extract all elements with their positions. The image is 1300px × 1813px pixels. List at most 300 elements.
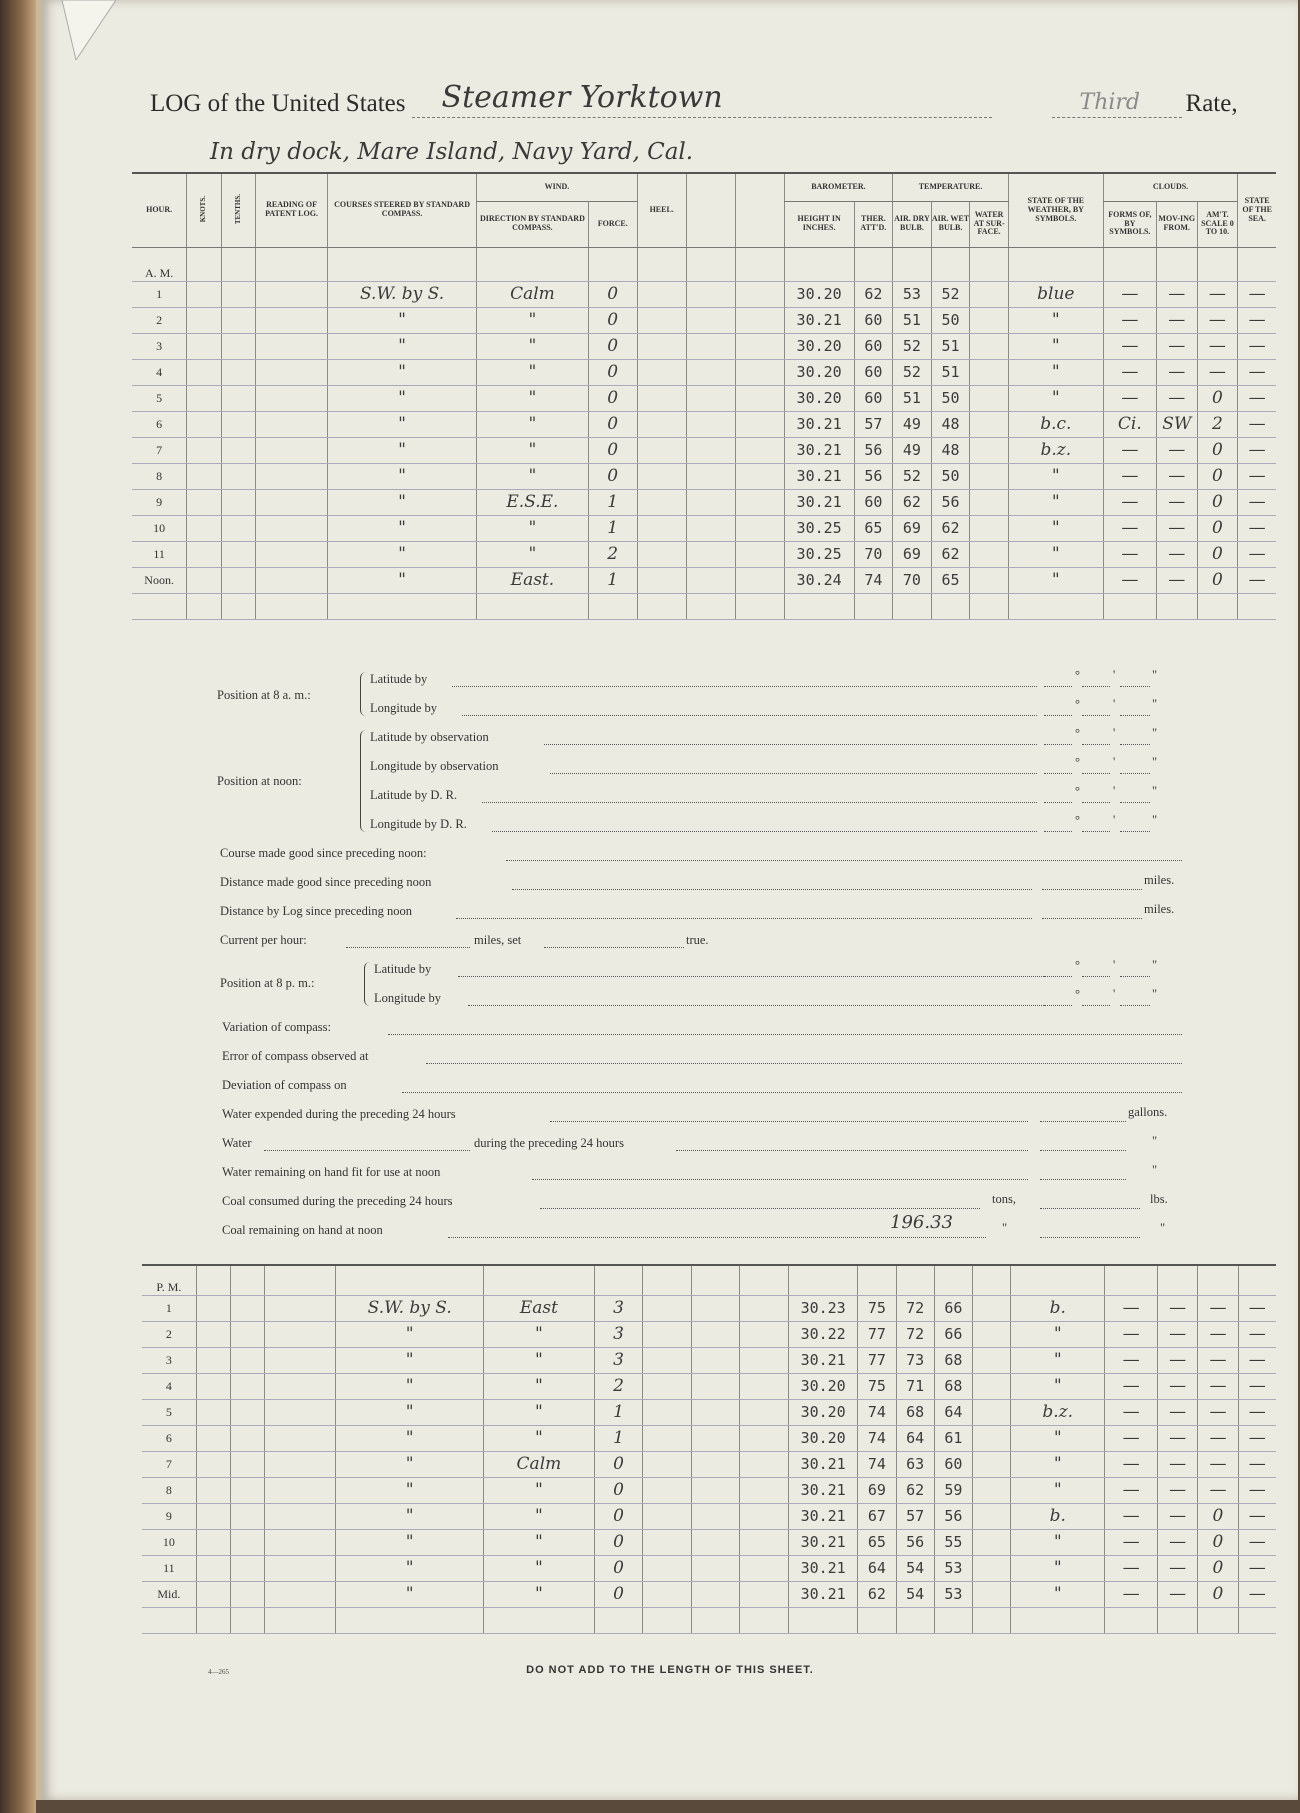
cloud-amount-cell: — <box>1198 1295 1238 1321</box>
knots-cell <box>196 1425 230 1451</box>
tenths-cell <box>221 437 255 463</box>
patent-log-cell <box>264 1373 335 1399</box>
tenths-cell <box>230 1529 264 1555</box>
fill-line <box>1120 773 1150 774</box>
cloud-moving-cell: — <box>1157 1529 1197 1555</box>
cloud-forms-cell: — <box>1103 307 1156 333</box>
blank-a-cell <box>686 307 735 333</box>
log-row <box>142 1503 1276 1529</box>
water-surface-cell <box>970 281 1009 307</box>
water-surface-header: WATER AT SUR-FACE. <box>970 201 1009 247</box>
tenths-cell <box>230 1347 264 1373</box>
blank-b-cell <box>735 541 784 567</box>
hour-cell: 10 <box>142 1529 196 1555</box>
weather-cell: " <box>1008 333 1103 359</box>
cloud-moving-cell: — <box>1156 333 1197 359</box>
tenths-cell <box>230 1503 264 1529</box>
heel-cell <box>637 385 686 411</box>
fill-line <box>1082 686 1110 687</box>
wind-direction-header: DIRECTION BY STANDARD COMPASS. <box>477 201 589 247</box>
patent-log-cell <box>256 515 328 541</box>
blank-b-cell <box>740 1477 789 1503</box>
patent-log-cell <box>256 567 328 593</box>
patent-log-cell <box>264 1295 335 1321</box>
sea-cell: — <box>1238 411 1276 437</box>
blank-a-cell <box>691 1321 740 1347</box>
ditto-mark-2: " <box>1152 1163 1158 1177</box>
sea-cell: — <box>1238 541 1276 567</box>
tenths-header: TENTHS. <box>233 193 242 224</box>
wind-force-cell: 0 <box>588 359 637 385</box>
cloud-moving-cell: — <box>1156 541 1197 567</box>
course-cell: " <box>336 1503 484 1529</box>
cloud-amount-cell: 0 <box>1197 515 1238 541</box>
cloud-moving-cell: — <box>1156 567 1197 593</box>
fill-line <box>426 1063 1182 1064</box>
heel-cell <box>643 1295 692 1321</box>
air-dry-cell: 54 <box>896 1581 934 1607</box>
wind-direction-cell: " <box>484 1321 595 1347</box>
heel-cell <box>643 1347 692 1373</box>
fill-line <box>1044 773 1072 774</box>
fill-line <box>1082 773 1110 774</box>
blank-b-cell <box>735 437 784 463</box>
patent-log-cell <box>264 1477 335 1503</box>
hour-cell: 11 <box>132 541 187 567</box>
baro-height-cell: 30.21 <box>784 489 854 515</box>
air-wet-cell: 62 <box>931 541 970 567</box>
blank-b-cell <box>735 567 784 593</box>
knots-cell <box>196 1503 230 1529</box>
minute-mark: ' <box>1113 958 1116 972</box>
wind-direction-cell: " <box>484 1425 595 1451</box>
knots-cell <box>196 1529 230 1555</box>
cloud-forms-cell: — <box>1105 1321 1158 1347</box>
wind-force-cell: 2 <box>588 541 637 567</box>
log-row <box>132 281 1276 307</box>
heel-cell <box>643 1503 692 1529</box>
air-dry-cell: 62 <box>896 1477 934 1503</box>
baro-height-cell: 30.21 <box>789 1581 858 1607</box>
wind-direction-cell: " <box>477 333 589 359</box>
latitude-by-label: Latitude by <box>370 672 428 686</box>
heel-cell <box>643 1321 692 1347</box>
wind-direction-cell: " <box>477 307 589 333</box>
heel-cell <box>637 515 686 541</box>
course-cell: " <box>328 307 477 333</box>
cloud-moving-cell: — <box>1156 463 1197 489</box>
wind-direction-cell: " <box>484 1581 595 1607</box>
knots-cell <box>196 1477 230 1503</box>
miles-label-1: miles. <box>1144 873 1175 887</box>
wind-force-cell: 0 <box>594 1555 643 1581</box>
tenths-cell <box>230 1451 264 1477</box>
wind-direction-cell: " <box>477 463 589 489</box>
hour-cell: 3 <box>142 1347 196 1373</box>
sea-cell: — <box>1238 437 1276 463</box>
heel-cell <box>643 1581 692 1607</box>
weather-cell: " <box>1011 1477 1105 1503</box>
water-surface-cell <box>972 1503 1010 1529</box>
sea-cell: — <box>1238 1503 1276 1529</box>
cloud-forms-cell: — <box>1103 333 1156 359</box>
course-cell: " <box>336 1451 484 1477</box>
log-row <box>132 411 1276 437</box>
heel-cell <box>637 333 686 359</box>
water-remaining-label: Water remaining on hand fit for use at noon <box>222 1165 441 1179</box>
second-mark: " <box>1152 755 1158 769</box>
log-row <box>142 1477 1276 1503</box>
hour-cell: 1 <box>132 281 187 307</box>
wind-force-cell: 0 <box>588 437 637 463</box>
cloud-moving-cell: — <box>1157 1581 1197 1607</box>
air-wet-cell: 65 <box>931 567 970 593</box>
air-dry-cell: 51 <box>893 385 932 411</box>
log-row <box>142 1425 1276 1451</box>
fill-line <box>1044 802 1072 803</box>
tenths-cell <box>230 1399 264 1425</box>
air-dry-cell: 52 <box>893 333 932 359</box>
blank-a-cell <box>686 281 735 307</box>
sea-cell: — <box>1238 1425 1276 1451</box>
cloud-forms-cell: — <box>1103 567 1156 593</box>
air-dry-cell: 51 <box>893 307 932 333</box>
fill-line <box>676 1150 1028 1151</box>
gallons-label: gallons. <box>1128 1105 1168 1119</box>
baro-height-cell: 30.21 <box>789 1451 858 1477</box>
cloud-moving-cell: — <box>1156 281 1197 307</box>
hour-cell: 8 <box>142 1477 196 1503</box>
weather-cell: " <box>1011 1373 1105 1399</box>
air-wet-cell: 68 <box>934 1373 972 1399</box>
knots-cell <box>187 307 221 333</box>
blank-a-cell <box>686 385 735 411</box>
clouds-header: CLOUDS. <box>1103 173 1237 201</box>
cloud-forms-cell: — <box>1103 385 1156 411</box>
log-row <box>132 515 1276 541</box>
degree-mark: ° <box>1075 755 1080 769</box>
water-surface-cell <box>972 1451 1010 1477</box>
cloud-moving-cell: — <box>1157 1451 1197 1477</box>
blank-b-cell <box>740 1321 789 1347</box>
wind-header: WIND. <box>477 173 638 201</box>
fill-line <box>1082 744 1110 745</box>
minute-mark: ' <box>1113 697 1116 711</box>
water-surface-cell <box>972 1399 1010 1425</box>
blank-b-cell <box>740 1399 789 1425</box>
cloud-amount-cell: 0 <box>1197 489 1238 515</box>
ther-att-cell: 64 <box>858 1555 896 1581</box>
cloud-forms-cell: — <box>1105 1373 1158 1399</box>
fill-line <box>506 860 1182 861</box>
fill-line <box>1044 976 1072 977</box>
latitude-by-8pm-label: Latitude by <box>374 962 432 976</box>
heel-cell <box>637 463 686 489</box>
cloud-moving-cell: — <box>1157 1503 1197 1529</box>
log-row <box>132 489 1276 515</box>
fill-line <box>1082 715 1110 716</box>
weather-cell: b.z. <box>1011 1399 1105 1425</box>
brace <box>360 730 367 832</box>
ther-att-cell: 62 <box>858 1581 896 1607</box>
tenths-cell <box>230 1295 264 1321</box>
fill-line <box>468 1005 1068 1006</box>
blank-b-cell <box>735 515 784 541</box>
patent-log-cell <box>256 463 328 489</box>
wind-force-cell: 3 <box>594 1295 643 1321</box>
blank-row <box>132 593 1276 619</box>
weather-cell: " <box>1011 1581 1105 1607</box>
course-cell: " <box>336 1581 484 1607</box>
cloud-forms-cell: — <box>1105 1503 1158 1529</box>
true-label: true. <box>686 933 709 947</box>
weather-header: STATE OF THE WEATHER, BY SYMBOLS. <box>1008 173 1103 247</box>
blank-b-cell <box>740 1347 789 1373</box>
weather-cell: b.c. <box>1008 411 1103 437</box>
cloud-moving-cell: SW <box>1156 411 1197 437</box>
blank-a-cell <box>691 1555 740 1581</box>
hour-header: HOUR. <box>132 173 187 247</box>
fill-line <box>482 802 1037 803</box>
ther-att-cell: 65 <box>854 515 893 541</box>
cloud-moving-cell: — <box>1157 1425 1197 1451</box>
patent-log-cell <box>256 281 328 307</box>
folded-corner-icon <box>36 0 116 60</box>
wind-force-cell: 0 <box>588 281 637 307</box>
water-expended-label: Water expended during the preceding 24 hours <box>222 1107 456 1121</box>
wind-force-cell: 1 <box>588 515 637 541</box>
wind-direction-cell: " <box>484 1555 595 1581</box>
tenths-cell <box>221 281 255 307</box>
wind-direction-cell: E.S.E. <box>477 489 589 515</box>
water-surface-cell <box>970 489 1009 515</box>
course-cell: " <box>328 411 477 437</box>
wind-force-cell: 0 <box>594 1581 643 1607</box>
water-surface-cell <box>972 1295 1010 1321</box>
wind-direction-cell: Calm <box>477 281 589 307</box>
position-8pm-label: Position at 8 p. m.: <box>220 976 315 990</box>
second-mark: " <box>1152 784 1158 798</box>
hour-cell: 6 <box>142 1425 196 1451</box>
ditto-mark-1: " <box>1152 1134 1158 1148</box>
fill-line <box>458 976 1068 977</box>
ther-att-cell: 62 <box>854 281 893 307</box>
sea-cell: — <box>1238 1373 1276 1399</box>
longitude-dr-label: Longitude by D. R. <box>370 817 467 831</box>
course-cell: " <box>328 359 477 385</box>
cloud-amount-cell: — <box>1198 1425 1238 1451</box>
heel-header: HEEL. <box>637 173 686 247</box>
water-surface-cell <box>970 567 1009 593</box>
knots-cell <box>196 1347 230 1373</box>
water-surface-cell <box>970 359 1009 385</box>
cloud-forms-cell: — <box>1105 1295 1158 1321</box>
water-surface-cell <box>972 1555 1010 1581</box>
fill-line <box>1044 686 1072 687</box>
blank-b-cell <box>740 1503 789 1529</box>
variation-compass-label: Variation of compass: <box>222 1020 332 1034</box>
air-dry-cell: 69 <box>893 541 932 567</box>
fill-line <box>1040 1179 1126 1180</box>
hour-cell: 1 <box>142 1295 196 1321</box>
blank-a-cell <box>691 1581 740 1607</box>
air-wet-cell: 48 <box>931 437 970 463</box>
longitude-by-label: Longitude by <box>370 701 438 715</box>
air-wet-cell: 51 <box>931 333 970 359</box>
ther-att-cell: 70 <box>854 541 893 567</box>
hour-cell: 4 <box>132 359 187 385</box>
ther-att-cell: 60 <box>854 307 893 333</box>
fill-line <box>1082 802 1110 803</box>
temperature-header: TEMPERATURE. <box>893 173 1009 201</box>
second-mark: " <box>1152 726 1158 740</box>
tenths-cell <box>221 307 255 333</box>
cloud-moving-header: MOV-ING FROM. <box>1156 201 1197 247</box>
knots-cell <box>187 541 221 567</box>
water-surface-cell <box>970 515 1009 541</box>
sea-cell: — <box>1238 1295 1276 1321</box>
log-row <box>142 1321 1276 1347</box>
heel-cell <box>637 489 686 515</box>
weather-cell: blue <box>1008 281 1103 307</box>
wind-direction-cell: East. <box>477 567 589 593</box>
baro-height-cell: 30.25 <box>784 541 854 567</box>
cloud-forms-cell: — <box>1105 1555 1158 1581</box>
tons-label: tons, <box>992 1192 1016 1206</box>
weather-cell: b.z. <box>1008 437 1103 463</box>
course-cell: " <box>328 567 477 593</box>
baro-height-header: HEIGHT IN INCHES. <box>784 201 854 247</box>
fill-line <box>532 1179 1028 1180</box>
wind-direction-cell: " <box>484 1529 595 1555</box>
blank-a-cell <box>691 1477 740 1503</box>
weather-cell: " <box>1008 515 1103 541</box>
fill-line <box>448 1237 986 1238</box>
hour-cell: 7 <box>132 437 187 463</box>
baro-height-cell: 30.21 <box>789 1347 858 1373</box>
baro-height-cell: 30.21 <box>784 411 854 437</box>
log-row <box>142 1399 1276 1425</box>
sea-cell: — <box>1238 489 1276 515</box>
fill-line <box>1040 1237 1140 1238</box>
ther-att-cell: 56 <box>854 437 893 463</box>
hour-cell: 2 <box>132 307 187 333</box>
baro-height-cell: 30.20 <box>784 281 854 307</box>
patent-log-cell <box>264 1425 335 1451</box>
cloud-amount-cell: — <box>1197 307 1238 333</box>
sea-cell: — <box>1238 1451 1276 1477</box>
cloud-moving-cell: — <box>1157 1373 1197 1399</box>
course-made-good-label: Course made good since preceding noon: <box>220 846 427 860</box>
cloud-forms-cell: — <box>1103 359 1156 385</box>
blank-a-cell <box>691 1529 740 1555</box>
knots-cell <box>196 1399 230 1425</box>
air-wet-cell: 62 <box>931 515 970 541</box>
hour-cell: 9 <box>142 1503 196 1529</box>
cloud-amount-cell: — <box>1198 1347 1238 1373</box>
water-surface-cell <box>970 463 1009 489</box>
wind-force-cell: 0 <box>588 411 637 437</box>
water-surface-cell <box>970 411 1009 437</box>
water-surface-cell <box>970 333 1009 359</box>
ther-att-cell: 77 <box>858 1347 896 1373</box>
air-dry-cell: 64 <box>896 1425 934 1451</box>
patent-log-cell <box>256 541 328 567</box>
hour-cell: Mid. <box>142 1581 196 1607</box>
blank-a-cell <box>691 1347 740 1373</box>
deviation-compass-label: Deviation of compass on <box>222 1078 347 1092</box>
baro-height-cell: 30.22 <box>789 1321 858 1347</box>
weather-cell: " <box>1008 541 1103 567</box>
fill-line <box>452 686 1037 687</box>
fill-line <box>1040 1121 1126 1122</box>
knots-cell <box>187 437 221 463</box>
degree-mark: ° <box>1075 726 1080 740</box>
latitude-observation-label: Latitude by observation <box>370 730 489 744</box>
wind-direction-cell: " <box>484 1399 595 1425</box>
wind-force-cell: 1 <box>594 1399 643 1425</box>
fill-line <box>1120 715 1150 716</box>
blank-b-cell <box>735 307 784 333</box>
water-surface-cell <box>972 1321 1010 1347</box>
air-dry-cell: 71 <box>896 1373 934 1399</box>
miles-label-2: miles. <box>1144 902 1175 916</box>
knots-cell <box>187 463 221 489</box>
patent-log-cell <box>264 1581 335 1607</box>
wind-direction-cell: " <box>484 1373 595 1399</box>
knots-cell <box>187 281 221 307</box>
patent-log-cell <box>256 333 328 359</box>
fill-line <box>540 1208 980 1209</box>
heel-cell <box>643 1477 692 1503</box>
blank-a-cell <box>686 567 735 593</box>
wind-direction-cell: Calm <box>484 1451 595 1477</box>
cloud-amount-cell: — <box>1198 1321 1238 1347</box>
degree-mark: ° <box>1075 987 1080 1001</box>
air-wet-cell: 50 <box>931 385 970 411</box>
knots-cell <box>196 1295 230 1321</box>
baro-height-cell: 30.21 <box>789 1529 858 1555</box>
knots-cell <box>187 515 221 541</box>
air-dry-cell: 49 <box>893 411 932 437</box>
blank-a-cell <box>686 359 735 385</box>
hour-cell: 4 <box>142 1373 196 1399</box>
knots-cell <box>187 359 221 385</box>
heel-cell <box>637 541 686 567</box>
position-noon-label: Position at noon: <box>217 774 302 788</box>
blank-a-cell <box>686 489 735 515</box>
course-cell: " <box>328 515 477 541</box>
course-cell: " <box>328 437 477 463</box>
air-wet-cell: 60 <box>934 1451 972 1477</box>
course-cell: S.W. by S. <box>328 281 477 307</box>
water-surface-cell <box>970 307 1009 333</box>
water-surface-cell <box>972 1373 1010 1399</box>
heel-cell <box>637 359 686 385</box>
fill-line <box>1120 1005 1150 1006</box>
cloud-moving-cell: — <box>1156 385 1197 411</box>
fill-line <box>1044 831 1072 832</box>
wind-direction-cell: " <box>477 385 589 411</box>
log-row <box>142 1295 1276 1321</box>
air-dry-cell: 52 <box>893 359 932 385</box>
log-row <box>132 567 1276 593</box>
air-dry-cell: 72 <box>896 1321 934 1347</box>
cloud-amount-cell: 0 <box>1197 463 1238 489</box>
cloud-amount-header: AM'T. SCALE 0 TO 10. <box>1197 201 1238 247</box>
blank-a-cell <box>686 541 735 567</box>
baro-height-cell: 30.21 <box>789 1555 858 1581</box>
